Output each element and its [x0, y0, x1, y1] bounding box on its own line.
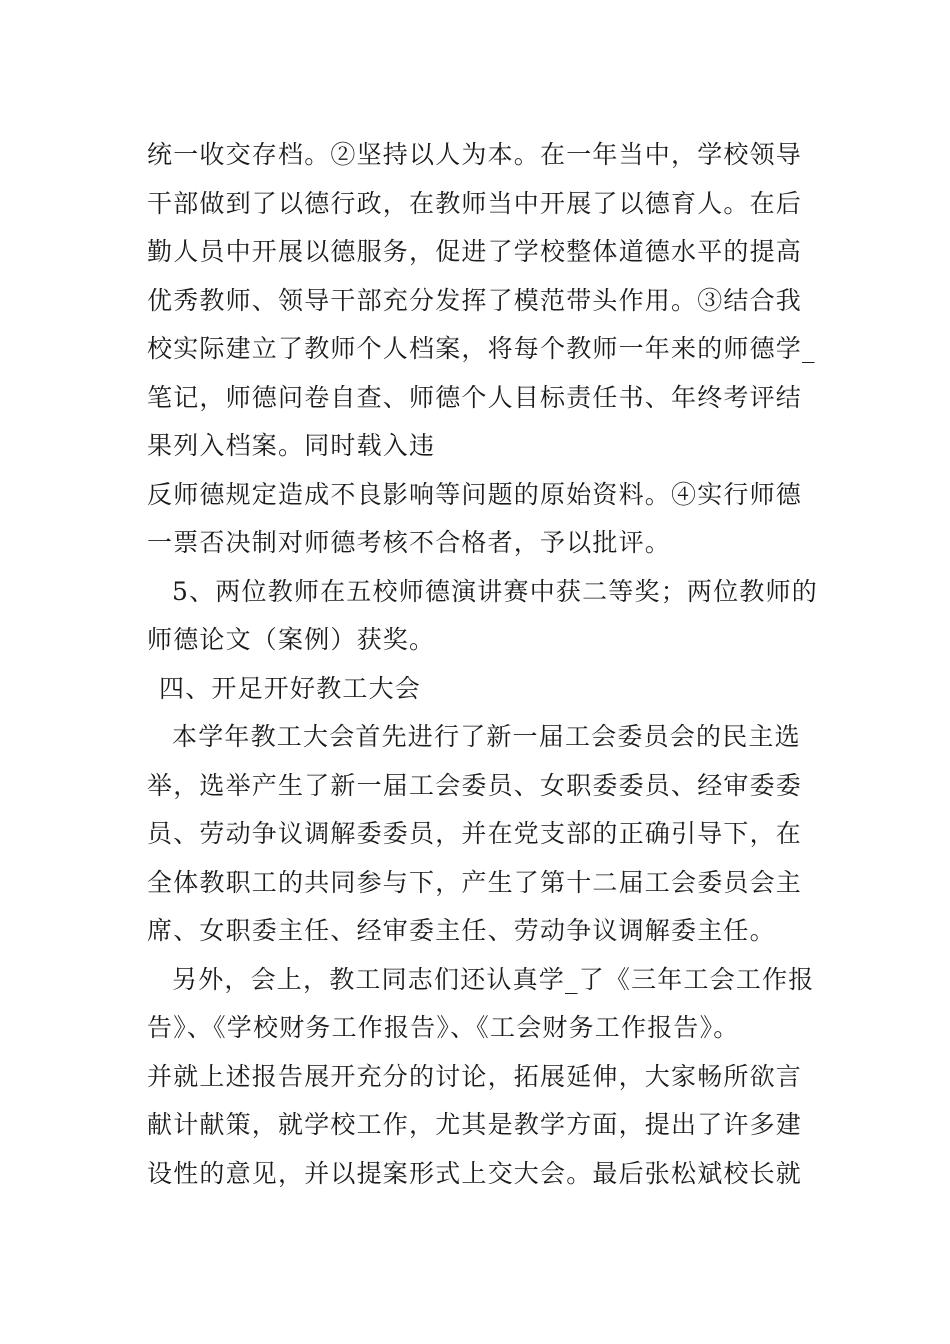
text-line: 员、劳动争议调解委委员，并在党支部的正确引导下，在 [147, 819, 803, 848]
text-line: 反师德规定造成不良影响等问题的原始资料。④实行师德 [147, 479, 803, 509]
text-line: 5、两位教师在五校师德演讲赛中获二等奖；两位教师的 [172, 576, 818, 606]
text-line: 另外，会上，教工同志们还认真学_了《三年工会工作报 [172, 964, 815, 994]
text-line: 献计献策，就学校工作，尤其是教学方面，提出了许多建 [147, 1110, 803, 1139]
text-line: 举，选举产生了新一届工会委员、女职委委员、经审委委 [147, 770, 803, 800]
text-line: 全体教职工的共同参与下，产生了第十二届工会委员会主 [147, 867, 803, 897]
text-line: 师德论文（案例）获奖。 [147, 625, 436, 654]
text-line: 席、女职委主任、经审委主任、劳动争议调解委主任。 [147, 916, 776, 945]
text-line: 一票否决制对师德考核不合格者，予以批评。 [147, 528, 672, 557]
text-line: 笔记，师德问卷自查、师德个人目标责任书、年终考评结 [147, 382, 803, 412]
text-line: 勤人员中开展以德服务，促进了学校整体道德水平的提高 [147, 237, 803, 266]
text-line: 校实际建立了教师个人档案，将每个教师一年来的师德学_ [147, 334, 816, 363]
text-line: 统一收交存档。②坚持以人为本。在一年当中，学校领导 [147, 140, 803, 169]
text-line: 设性的意见，并以提案形式上交大会。最后张松斌校长就 [147, 1158, 803, 1188]
text-line: 并就上述报告展开充分的讨论，拓展延伸，大家畅所欲言 [147, 1061, 803, 1091]
text-line: 本学年教工大会首先进行了新一届工会委员会的民主选 [172, 722, 801, 751]
text-line: 干部做到了以德行政，在教师当中开展了以德育人。在后 [147, 188, 803, 218]
text-line: 告》、《学校财务工作报告》、《工会财务工作报告》。 [147, 1013, 740, 1042]
text-line: 果列入档案。同时载入违 [147, 431, 436, 460]
section-heading: 四、开足开好教工大会 [159, 673, 422, 703]
text-line: 优秀教师、领导干部充分发挥了模范带头作用。③结合我 [147, 285, 803, 315]
document-body [147, 131, 817, 1198]
